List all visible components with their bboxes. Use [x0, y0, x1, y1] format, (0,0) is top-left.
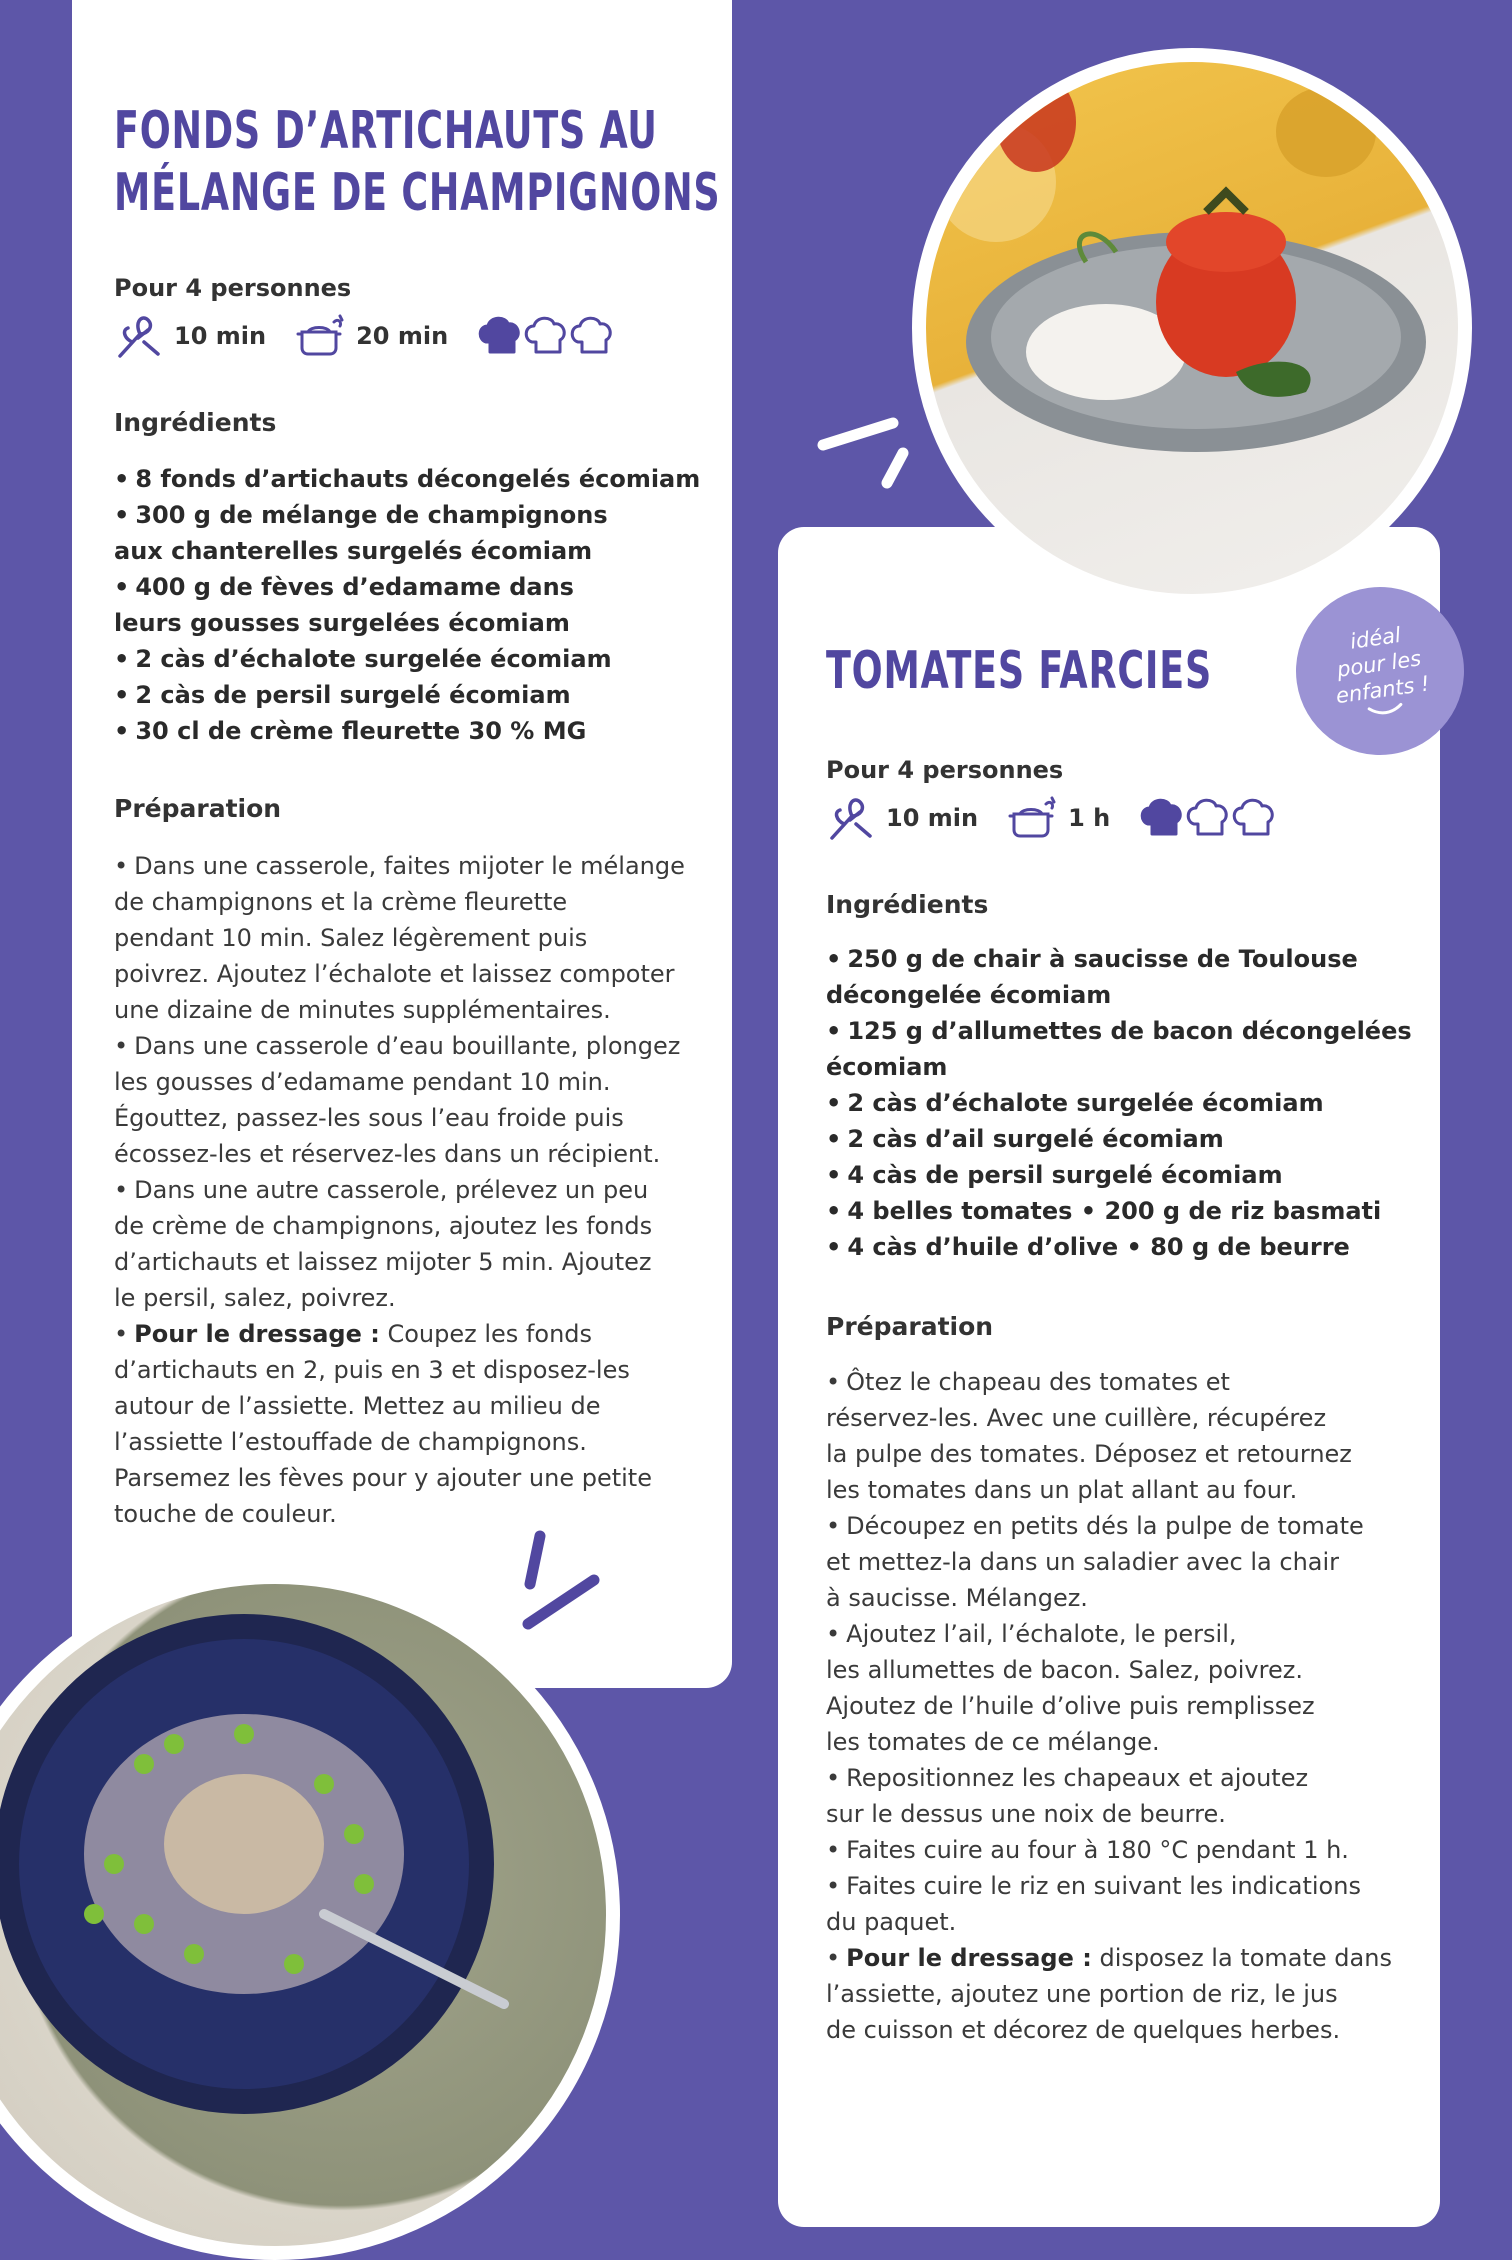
prep-line: d’artichauts en 2, puis en 3 et disposez-les [114, 1356, 630, 1384]
ingredient-continuation: décongelée écomiam [826, 981, 1112, 1009]
recipe1-preparation-heading: Préparation [114, 794, 282, 823]
ingredient-item: • 2 càs d’échalote surgelée écomiam [826, 1085, 1426, 1121]
prep-line: de champignons et la crème fleurette [114, 888, 568, 916]
prep-line: Ajoutez de l’huile d’olive puis remplissez [826, 1692, 1315, 1720]
prep-line: poivrez. Ajoutez l’échalote et laissez compoter [114, 960, 675, 988]
ingredient-item: • 2 càs de persil surgelé écomiam [114, 677, 714, 713]
prep-step-dressage [826, 1940, 1426, 1976]
recipe2-timings [826, 794, 1280, 842]
prep-line: l’assiette, ajoutez une portion de riz, le jus [826, 1980, 1338, 2008]
pot-icon [296, 314, 348, 358]
ingredient-item: • 2 càs d’ail surgelé écomiam [826, 1121, 1426, 1157]
prep-step: • Faites cuire au four à 180 °C pendant 1 h. [826, 1832, 1426, 1868]
prep-line: les tomates de ce mélange. [826, 1728, 1160, 1756]
recipe1-timings [114, 312, 618, 360]
ingredient-continuation: aux chanterelles surgelés écomiam [114, 537, 593, 565]
recipe2-title-line: TOMATES FARCIES [826, 641, 1213, 701]
recipe2-title [826, 640, 1212, 702]
difficulty-chef-hats-icon [478, 312, 618, 360]
recipe1-ingredients-heading: Ingrédients [114, 408, 277, 437]
prep-line: une dizaine de minutes supplémentaires. [114, 996, 611, 1024]
recipe1-title-line2: MÉLANGE DE CHAMPIGNONS [114, 163, 721, 223]
prep-line: pendant 10 min. Salez légèrement puis [114, 924, 588, 952]
ingredient-item: • 125 g d’allumettes de bacon décongelées [826, 1013, 1426, 1049]
prep-line: autour de l’assiette. Mettez au milieu de [114, 1392, 601, 1420]
prep-line: sur le dessus une noix de beurre. [826, 1800, 1226, 1828]
prep-step: • Découpez en petits dés la pulpe de tomate [826, 1508, 1426, 1544]
decorative-strokes-icon [815, 405, 925, 495]
prep-line: réservez-les. Avec une cuillère, récupérez [826, 1404, 1327, 1432]
ingredient-item-continued [114, 533, 714, 569]
recipe2-cook-time: 1 h [1068, 804, 1111, 832]
prep-line: de cuisson et décorez de quelques herbes. [826, 2016, 1341, 2044]
whisk-icon [826, 794, 878, 842]
prep-line: les allumettes de bacon. Salez, poivrez. [826, 1656, 1303, 1684]
ingredient-item: • 400 g de fèves d’edamame dans [114, 569, 714, 605]
recipe1-title [114, 100, 720, 224]
recipe1-title-line1: FONDS D’ARTICHAUTS AU [114, 101, 658, 161]
prep-line: Parsemez les fèves pour y ajouter une petite [114, 1464, 652, 1492]
recipe2-preparation-heading: Préparation [826, 1312, 994, 1341]
prep-step: • Ôtez le chapeau des tomates et [826, 1364, 1426, 1400]
ingredient-item: • 250 g de chair à saucisse de Toulouse [826, 941, 1426, 977]
ingredient-continuation: écomiam [826, 1053, 948, 1081]
prep-line: Égouttez, passez-les sous l’eau froide puis [114, 1104, 624, 1132]
decorative-strokes-icon [510, 1528, 610, 1638]
prep-line: les gousses d’edamame pendant 10 min. [114, 1068, 611, 1096]
recipe2-ingredients-heading: Ingrédients [826, 890, 989, 919]
ingredient-item-continued [826, 1049, 1426, 1085]
prep-line: du paquet. [826, 1908, 957, 1936]
recipe1-cook-time: 20 min [356, 322, 449, 350]
prep-step: • Dans une casserole d’eau bouillante, plongez [114, 1028, 724, 1064]
difficulty-chef-hats-icon [1140, 794, 1280, 842]
prep-line: et mettez-la dans un saladier avec la chair [826, 1548, 1340, 1576]
dressage-label: Pour le dressage : [134, 1320, 380, 1348]
ingredient-item-continued [114, 605, 714, 641]
pot-icon [1008, 796, 1060, 840]
prep-line: d’artichauts et laissez mijoter 5 min. Ajoutez [114, 1248, 652, 1276]
badge-line2: pour les [1335, 646, 1423, 682]
recipe2-ingredients-list [826, 941, 1426, 1265]
dressage-text: Coupez les fonds [387, 1320, 593, 1348]
whisk-icon [114, 312, 166, 360]
prep-line: la pulpe des tomates. Déposez et retournez [826, 1440, 1352, 1468]
badge-line1: idéal [1348, 622, 1403, 654]
recipe2-prep-time: 10 min [886, 804, 979, 832]
ingredient-item: • 2 càs d’échalote surgelée écomiam [114, 641, 714, 677]
prep-step: • Dans une casserole, faites mijoter le mélange [114, 848, 724, 884]
stuffed-tomato-photo [912, 48, 1472, 608]
recipe1-serves: Pour 4 personnes [114, 274, 352, 302]
ingredient-continuation: leurs gousses surgelées écomiam [114, 609, 570, 637]
badge-line3: enfants ! [1334, 671, 1431, 709]
recipe1-preparation-steps [114, 848, 724, 1532]
recipe1-ingredients-list [114, 461, 714, 749]
prep-line: touche de couleur. [114, 1500, 337, 1528]
prep-step: • Repositionnez les chapeaux et ajoutez [826, 1760, 1426, 1796]
ingredient-item: • 8 fonds d’artichauts décongelés écomiam [114, 461, 714, 497]
ingredient-item: • 4 càs de persil surgelé écomiam [826, 1157, 1426, 1193]
ingredient-item-continued [826, 977, 1426, 1013]
ingredient-item: • 4 càs d’huile d’olive • 80 g de beurre [826, 1229, 1426, 1265]
recipe2-preparation-steps [826, 1364, 1426, 2048]
recipe1-prep-time: 10 min [174, 322, 267, 350]
artichoke-dish-illustration [0, 1584, 606, 2246]
prep-step: • Faites cuire le riz en suivant les indications [826, 1868, 1426, 1904]
prep-line: l’assiette l’estouffade de champignons. [114, 1428, 587, 1456]
dressage-text: disposez la tomate dans [1099, 1944, 1392, 1972]
prep-step: • Ajoutez l’ail, l’échalote, le persil, [826, 1616, 1426, 1652]
prep-line: de crème de champignons, ajoutez les fonds [114, 1212, 653, 1240]
ingredient-item: • 300 g de mélange de champignons [114, 497, 714, 533]
ingredient-item: • 30 cl de crème fleurette 30 % MG [114, 713, 714, 749]
recipe2-serves: Pour 4 personnes [826, 756, 1064, 784]
stuffed-tomato-illustration [926, 62, 1458, 594]
prep-line: les tomates dans un plat allant au four. [826, 1476, 1298, 1504]
dressage-label: Pour le dressage : [846, 1944, 1092, 1972]
prep-line: à saucisse. Mélangez. [826, 1584, 1088, 1612]
prep-line: le persil, salez, poivrez. [114, 1284, 396, 1312]
prep-step: • Dans une autre casserole, prélevez un peu [114, 1172, 724, 1208]
prep-line: écossez-les et réservez-les dans un récipient. [114, 1140, 661, 1168]
ingredient-item: • 4 belles tomates • 200 g de riz basmati [826, 1193, 1426, 1229]
prep-step-dressage [114, 1316, 724, 1352]
